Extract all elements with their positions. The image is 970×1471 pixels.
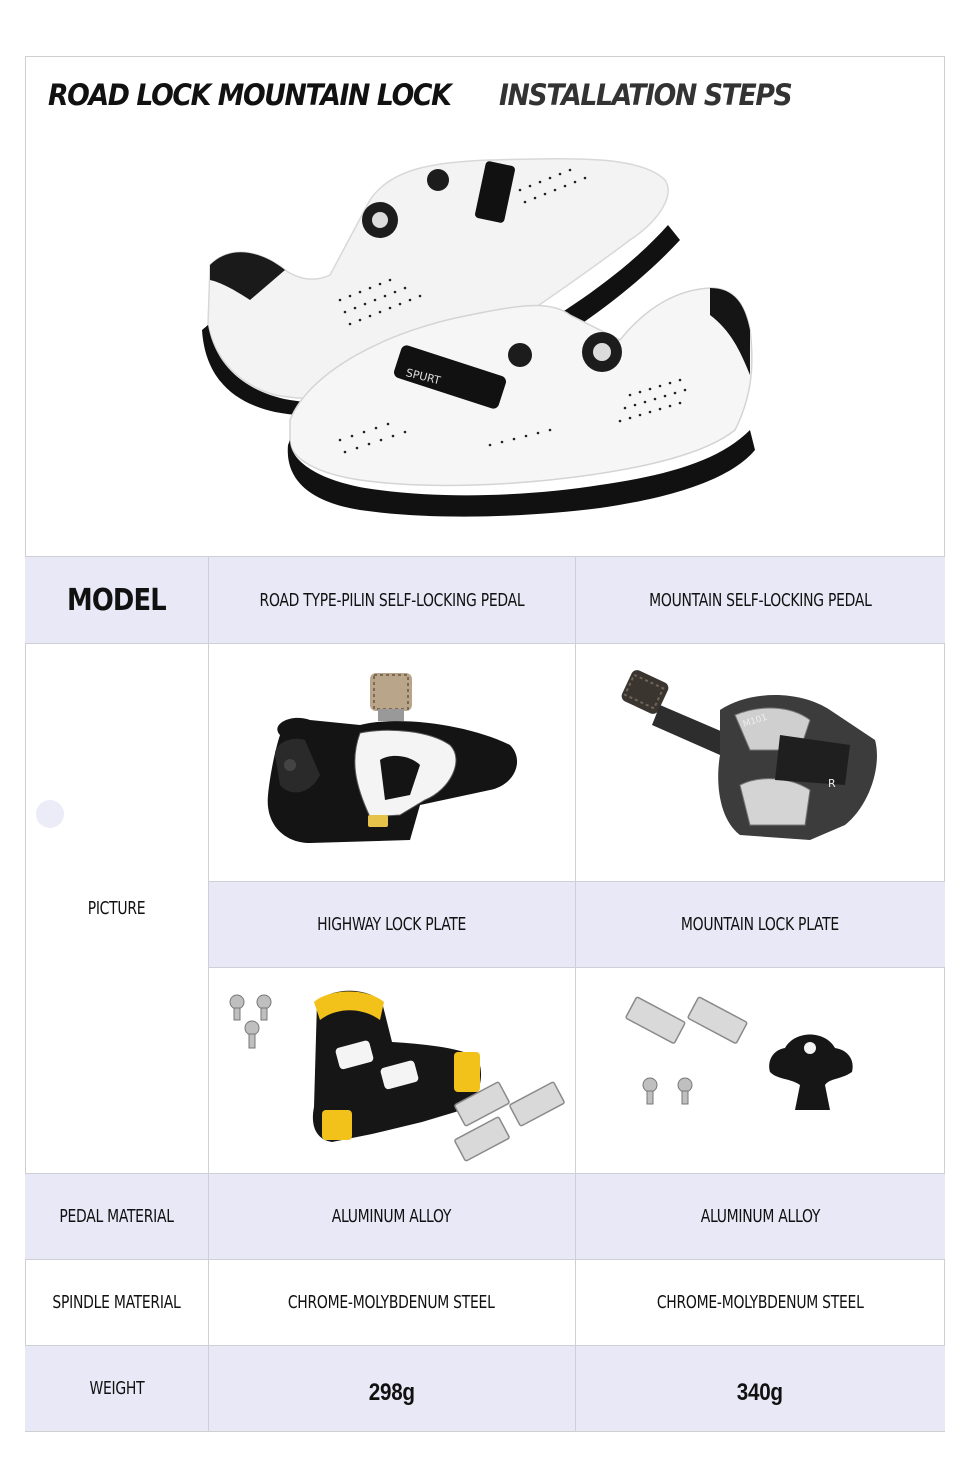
col-mountain-header <box>575 557 945 643</box>
mountain-lock-plate-cell <box>575 881 945 967</box>
highway-lock-plate-label: HIGHWAY LOCK PLATE <box>317 913 466 935</box>
pedal-material-road: ALUMINUM ALLOY <box>331 1205 452 1227</box>
title-main: ROAD LOCK MOUNTAIN LOCK <box>48 78 451 112</box>
road-cleat-image <box>222 982 572 1162</box>
row-divider <box>208 967 945 968</box>
weight-mountain-cell <box>575 1345 945 1441</box>
pedal-material-mountain-cell <box>575 1173 945 1259</box>
model-label: MODEL <box>67 582 166 618</box>
page-title <box>48 78 817 122</box>
weight-mountain: 340g <box>736 1379 784 1406</box>
hero-shoes-image <box>190 130 770 550</box>
col-road-header <box>208 557 575 643</box>
mountain-pedal-model-text: M101 <box>741 712 769 730</box>
title-sub: INSTALLATION STEPS <box>499 78 792 112</box>
mountain-pedal-image <box>620 665 890 860</box>
pedal-material-road-cell <box>208 1173 575 1259</box>
spindle-material-mountain-cell <box>575 1259 945 1345</box>
hero-brand-bottom: SPURT <box>404 366 442 388</box>
mountain-lock-plate-label: MOUNTAIN LOCK PLATE <box>680 913 840 935</box>
road-pedal-image <box>250 665 530 860</box>
model-label-cell <box>25 557 208 643</box>
highway-lock-plate-cell <box>208 881 575 967</box>
weight-road-cell <box>208 1345 575 1441</box>
spindle-material-road: CHROME-MOLYBDENUM STEEL <box>288 1291 495 1313</box>
picture-label: PICTURE <box>87 898 146 919</box>
weight-label-cell <box>25 1345 208 1431</box>
weight-label: WEIGHT <box>89 1377 144 1399</box>
weight-road: 298g <box>368 1379 415 1406</box>
spindle-material-road-cell <box>208 1259 575 1345</box>
spindle-material-label: SPINDLE MATERIAL <box>52 1291 181 1313</box>
mountain-pedal-side-text: R <box>828 777 836 790</box>
spindle-material-mountain: CHROME-MOLYBDENUM STEEL <box>656 1291 864 1313</box>
decorative-dot <box>36 800 64 828</box>
col-mountain-label: MOUNTAIN SELF-LOCKING PEDAL <box>648 589 872 611</box>
spindle-material-label-cell <box>25 1259 208 1345</box>
pedal-material-label-cell <box>25 1173 208 1259</box>
col-road-label: ROAD TYPE-PILIN SELF-LOCKING PEDAL <box>259 589 524 611</box>
pedal-material-label: PEDAL MATERIAL <box>59 1205 174 1227</box>
mountain-cleat-image <box>620 990 890 1140</box>
pedal-material-mountain: ALUMINUM ALLOY <box>700 1205 820 1227</box>
picture-label-cell <box>25 644 208 1173</box>
